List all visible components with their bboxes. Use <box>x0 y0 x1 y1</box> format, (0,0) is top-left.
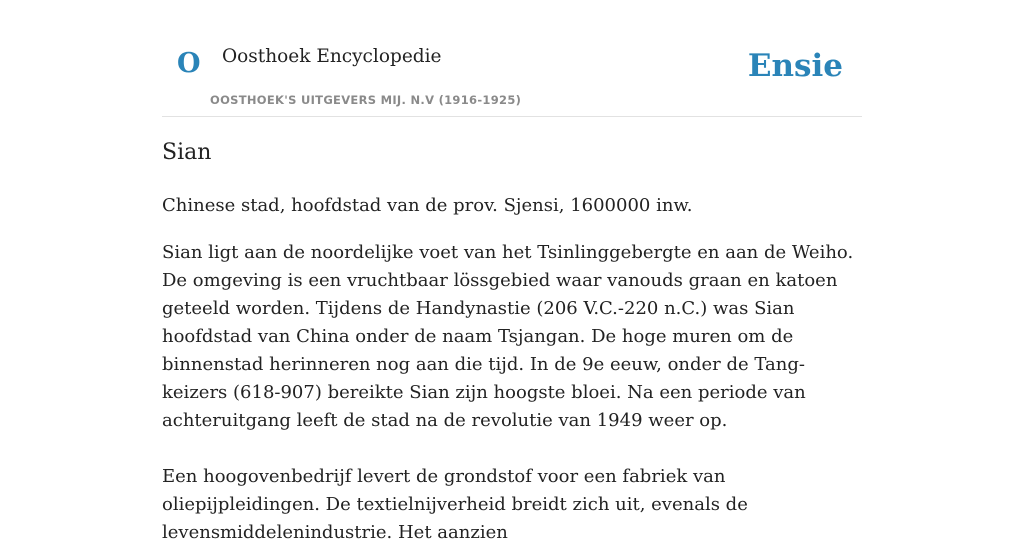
site-logo[interactable]: O <box>177 48 201 79</box>
page <box>162 0 862 543</box>
ensie-brand-link[interactable]: Ensie <box>747 48 843 84</box>
entry-paragraph: Sian ligt aan de noordelijke voet van het Tsinlinggebergte en aan de Weiho. De omgeving is een vruchtbaar lössgebied waar vanouds graan en katoen geteeld worden. Tijdens de Handynastie (206 V.C.-220 n.C.) was Sian hoofdstad van China onder de naam Tsjangan. De hoge muren om de binnenstad herinneren nog aan die tijd. In de 9e eeuw, onder de Tang-keizers (618-907) bereikte Sian zijn hoogste bloei. Na een periode van achteruitgang leeft de stad na de revolutie van 1949 weer op. <box>162 242 854 431</box>
site-title[interactable]: Oosthoek Encyclopedie <box>222 46 442 67</box>
site-header <box>162 0 862 117</box>
entry-paragraph: Chinese stad, hoofdstad van de prov. Sjensi, 1600000 inw. <box>162 195 693 216</box>
entry-title: Sian <box>162 140 212 165</box>
publisher-label: OOSTHOEK'S UITGEVERS MIJ. N.V (1916-1925) <box>210 93 522 107</box>
entry-paragraph: Een hoogovenbedrijf levert de grondstof voor een fabriek van oliepijpleidingen. De textielnijverheid breidt zich uit, evenals de levensmiddelenindustrie. Het aanzien <box>162 466 748 543</box>
